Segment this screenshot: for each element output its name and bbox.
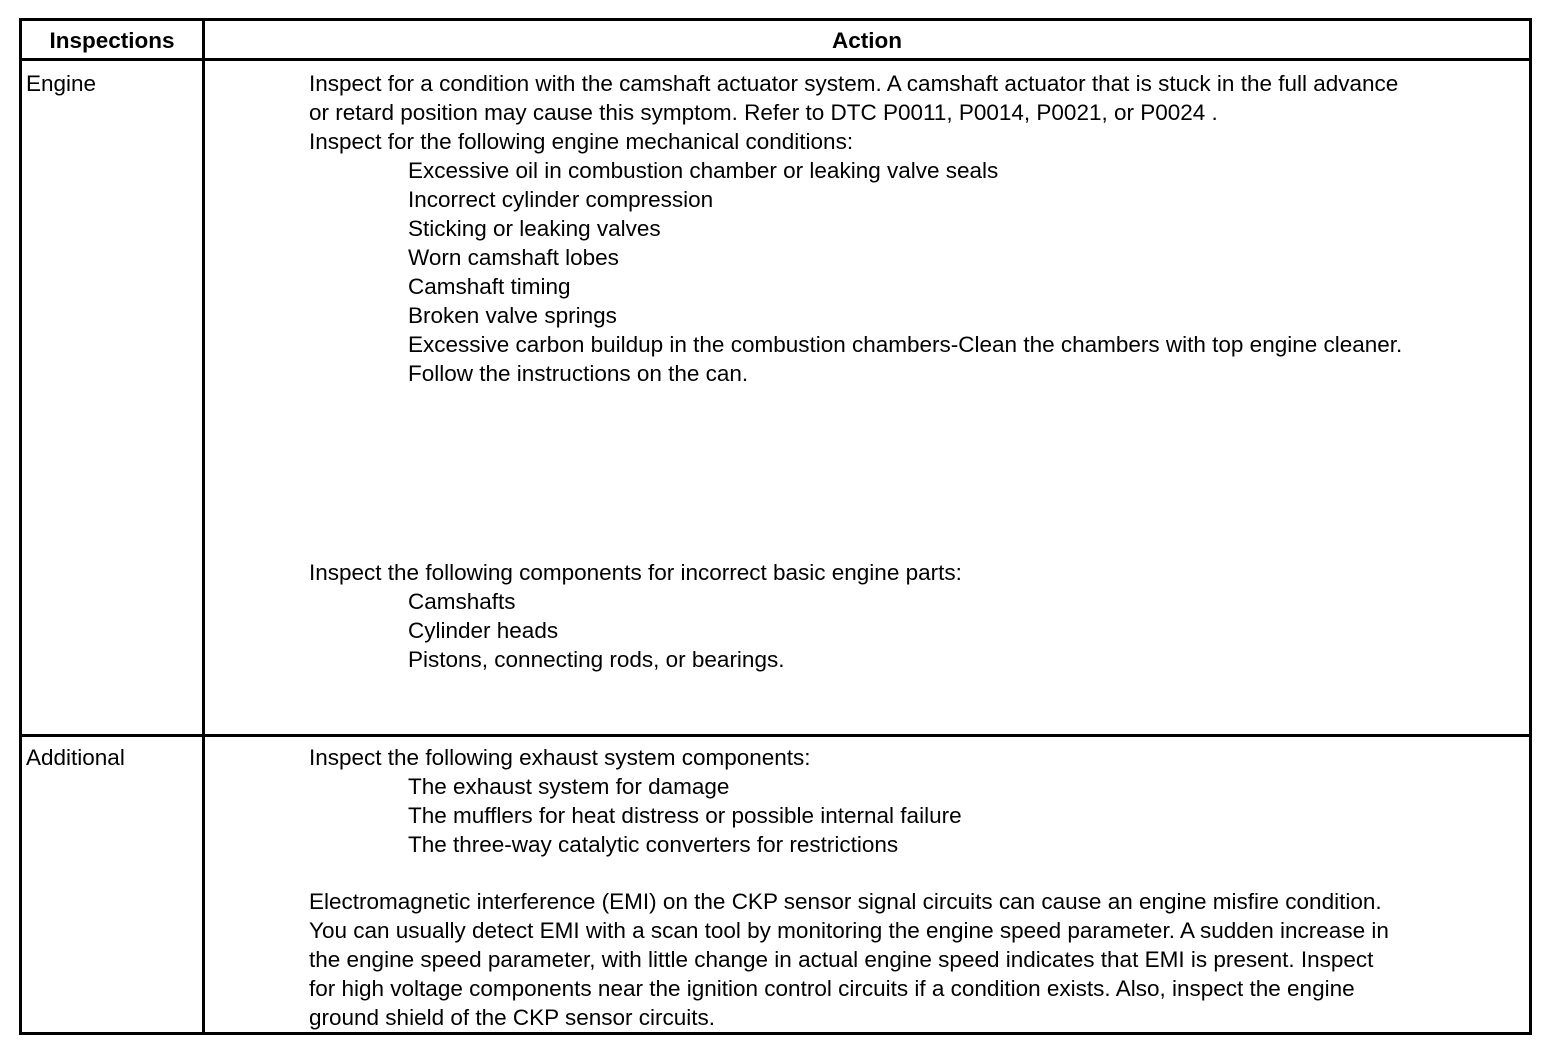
list-item: Follow the instructions on the can. [408, 361, 749, 386]
list-item: The three-way catalytic converters for restrictions [408, 832, 899, 857]
column-divider [202, 21, 205, 1032]
list-item: Pistons, connecting rods, or bearings. [408, 647, 785, 672]
header-divider [22, 58, 1529, 61]
action-text-line: Electromagnetic interference (EMI) on the CKP sensor signal circuits can cause an engine misfire condition. [309, 889, 1382, 914]
list-item: Camshafts [408, 589, 516, 614]
list-item: Broken valve springs [408, 303, 617, 328]
list-item: Excessive carbon buildup in the combustion chambers-Clean the chambers with top engine cleaner. [408, 332, 1403, 357]
action-text-line: Inspect for the following engine mechanical conditions: [309, 129, 854, 154]
engine-basic-parts-block [309, 558, 1529, 674]
list-item: Excessive oil in combustion chamber or leaking valve seals [408, 158, 999, 183]
row-label-engine: Engine [26, 71, 97, 96]
list-item: Incorrect cylinder compression [408, 187, 714, 212]
additional-exhaust-block [309, 743, 1529, 859]
list-item: The mufflers for heat distress or possible internal failure [408, 803, 962, 828]
inspections-table [19, 18, 1532, 1035]
list-item: Cylinder heads [408, 618, 559, 643]
action-text-line: for high voltage components near the ignition control circuits if a condition exists. Also, inspect the engine [309, 976, 1355, 1001]
list-item: The exhaust system for damage [408, 774, 730, 799]
additional-emi-block [309, 887, 1529, 1032]
action-text-line: Inspect the following components for incorrect basic engine parts: [309, 560, 962, 585]
row-label-additional: Additional [26, 745, 125, 770]
engine-camshaft-mechanical-block [309, 69, 1529, 388]
header-action: Action [832, 28, 902, 53]
list-item: Worn camshaft lobes [408, 245, 619, 270]
header-inspections: Inspections [49, 28, 175, 53]
list-item: Sticking or leaking valves [408, 216, 661, 241]
action-text-line: You can usually detect EMI with a scan tool by monitoring the engine speed parameter. A sudden increase in [309, 918, 1389, 943]
action-text-line: ground shield of the CKP sensor circuits. [309, 1005, 716, 1030]
list-item: Camshaft timing [408, 274, 571, 299]
action-text-line: Inspect the following exhaust system components: [309, 745, 811, 770]
action-text-line: the engine speed parameter, with little change in actual engine speed indicates that EMI is present. Inspect [309, 947, 1374, 972]
action-text-line: Inspect for a condition with the camshaft actuator system. A camshaft actuator that is stuck in the full advance [309, 71, 1399, 96]
action-text-line: or retard position may cause this symptom. Refer to DTC P0011, P0014, P0021, or P0024 . [309, 100, 1218, 125]
row-divider [22, 734, 1529, 737]
